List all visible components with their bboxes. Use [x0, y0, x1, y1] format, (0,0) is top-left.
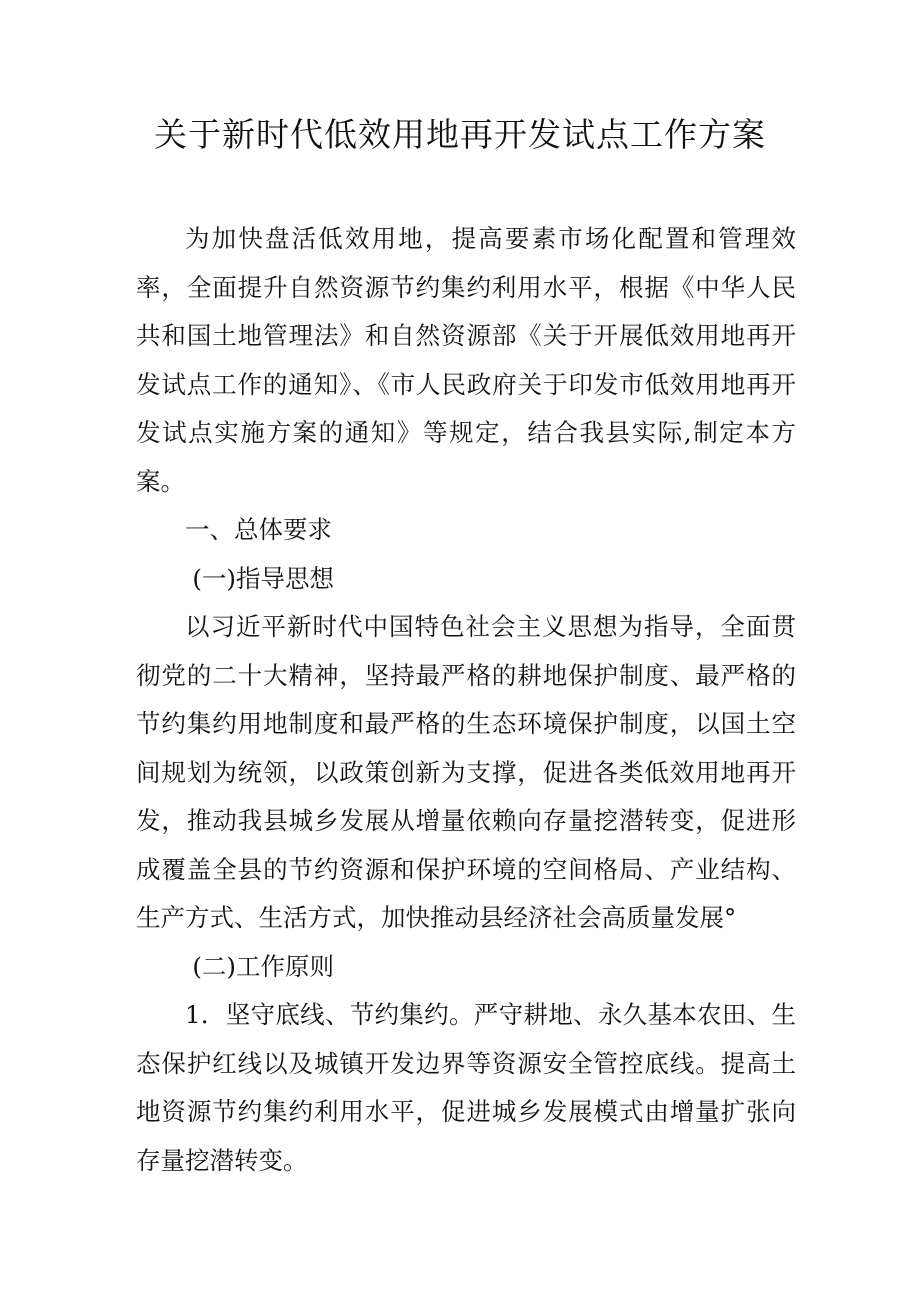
section-heading-general-requirements: 一、总体要求	[185, 515, 332, 544]
guiding-ideology-paragraph: 以习近平新时代中国特色社会主义思想为指导，全面贯彻党的二十大精神，坚持最严格的耕地保护制度、最严格的节约集约用地制度和最严格的生态环境保护制度，以国土空间规划为统领，以政策创新为支撑，促进各类低效用地再开发，推动我县城乡发展从增量依赖向存量挖潜转变，促进形成覆盖全县的节约资源和保护环境的空间格局、产业结构、生产方式、生活方式，加快推动县经济社会高质量发展°	[136, 612, 796, 932]
subsection-heading-guiding-ideology: (一)指导思想	[192, 563, 334, 593]
document-title: 关于新时代低效用地再开发试点工作方案	[154, 115, 766, 154]
subsection-heading-work-principles: (二)工作原则	[192, 951, 334, 981]
intro-paragraph: 为加快盘活低效用地，提高要素市场化配置和管理效率，全面提升自然资源节约集约利用水平，根据《中华人民共和国土地管理法》和自然资源部《关于开展低效用地再开发试点工作的通知》、《市人民政府关于印发市低效用地再开发试点实施方案的通知》等规定，结合我县实际,制定本方案。	[136, 224, 796, 496]
principle-1-paragraph: 1．坚守底线、节约集约。严守耕地、永久基本农田、生态保护红线以及城镇开发边界等资源安全管控底线。提高土地资源节约集约利用水平，促进城乡发展模式由增量扩张向存量挖潜转变。	[136, 1000, 796, 1175]
document-body	[136, 215, 796, 1185]
